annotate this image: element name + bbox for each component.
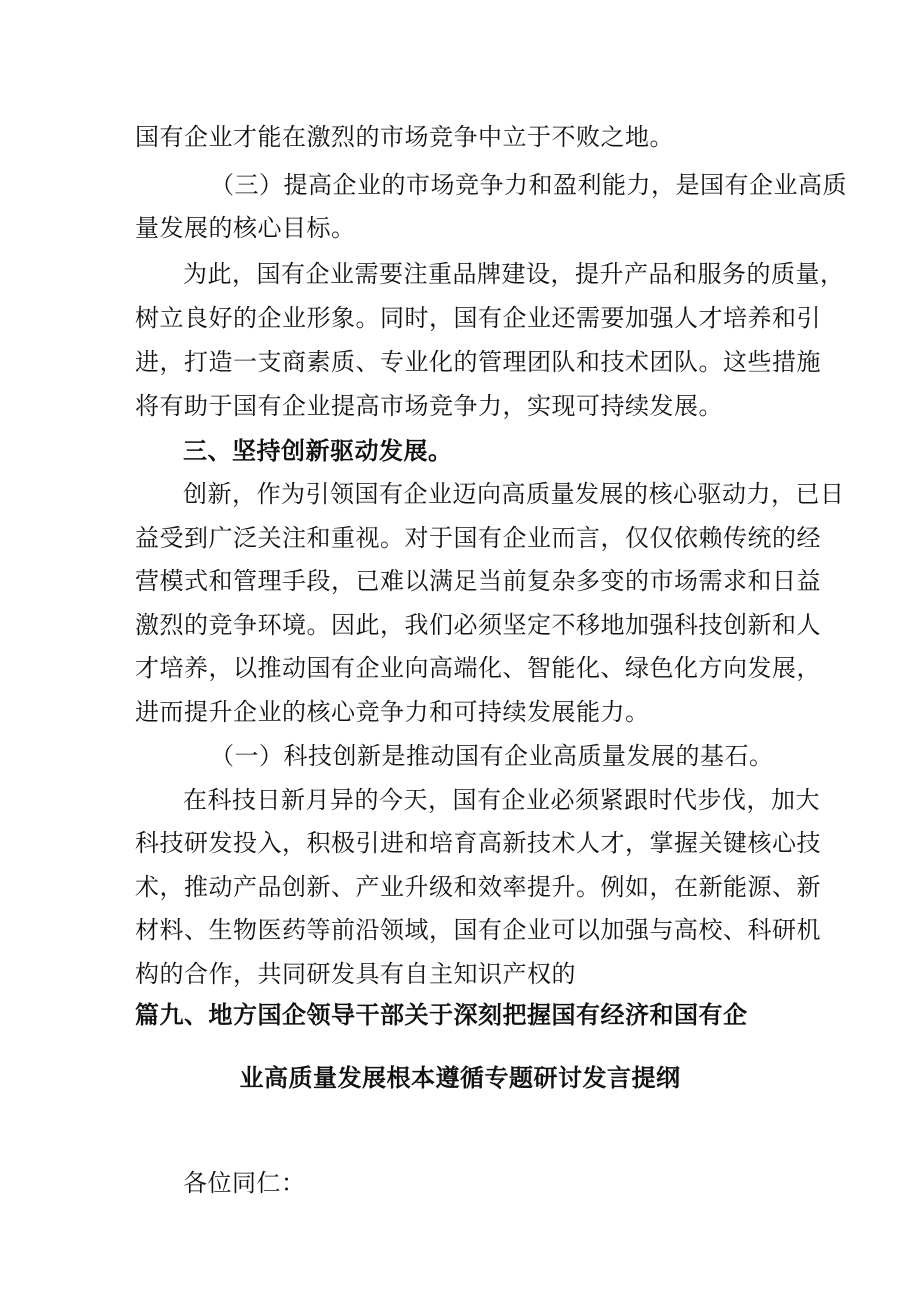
section-heading: 三、坚持创新驱动发展。 [183, 437, 453, 465]
body-line: 术，推动产品创新、产业升级和效率提升。例如，在新能源、新 [135, 873, 821, 901]
body-line: 构的合作，共同研发具有自主知识产权的 [135, 960, 576, 988]
subheading-line: （三）提高企业的市场竞争力和盈利能力，是国有企业高质 [210, 171, 847, 199]
body-line: 营模式和管理手段，已难以满足当前复杂多变的市场需求和日益 [135, 567, 821, 595]
subheading-line: （一）科技创新是推动国有企业高质量发展的基石。 [210, 742, 774, 770]
body-line: 进，打造一支商素质、专业化的管理团队和技术团队。这些措施 [135, 348, 821, 376]
body-line: 进而提升企业的核心竞争力和可持续发展能力。 [135, 698, 650, 726]
body-line: 量发展的核心目标。 [135, 214, 356, 242]
article-title-line-1: 篇九、地方国企领导干部关于深刻把握国有经济和国有企 [135, 1001, 748, 1029]
salutation: 各位同仁： [183, 1169, 306, 1197]
body-line: 国有企业才能在激烈的市场竞争中立于不败之地。 [135, 123, 674, 151]
body-line: 为此，国有企业需要注重品牌建设，提升产品和服务的质量， [183, 260, 845, 288]
body-line: 树立良好的企业形象。同时，国有企业还需要加强人才培养和引 [135, 304, 821, 332]
body-line: 将有助于国有企业提高市场竞争力，实现可持续发展。 [135, 392, 723, 420]
body-line: 激烈的竞争环境。因此，我们必须坚定不移地加强科技创新和人 [135, 611, 821, 639]
article-title-line-2: 业高质量发展根本遵循专题研讨发言提纲 [239, 1064, 681, 1092]
body-line: 益受到广泛关注和重视。对于国有企业而言，仅仅依赖传统的经 [135, 524, 821, 552]
body-line: 才培养，以推动国有企业向高端化、智能化、绿色化方向发展， [135, 654, 821, 682]
body-line: 创新，作为引领国有企业迈向高质量发展的核心驱动力，已日 [183, 480, 845, 508]
body-line: 在科技日新月异的今天，国有企业必须紧跟时代步伐，加大 [183, 786, 820, 814]
body-line: 材料、生物医药等前沿领域，国有企业可以加强与高校、科研机 [135, 916, 821, 944]
body-line: 科技研发投入，积极引进和培育高新技术人才，掌握关键核心技 [135, 829, 821, 857]
